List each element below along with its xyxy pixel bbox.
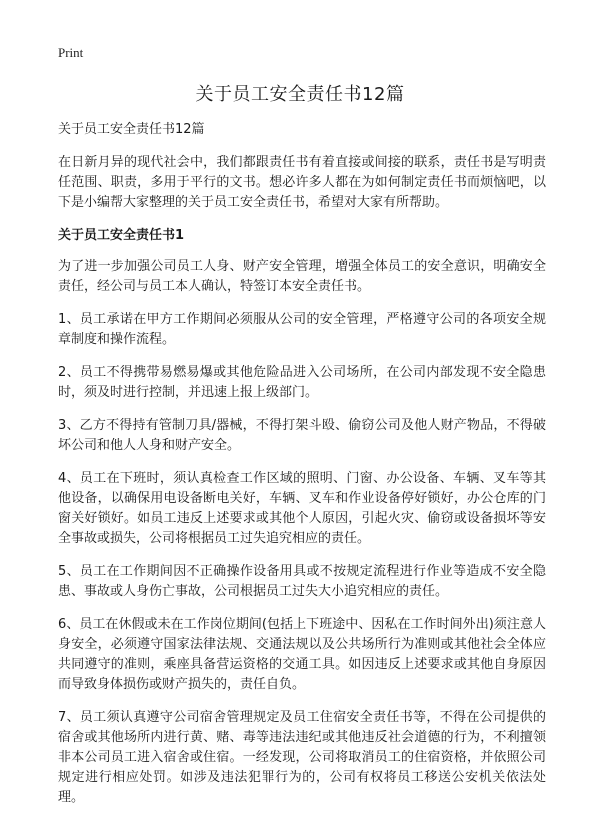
- section-intro-paragraph: 为了进一步加强公司员工人身、财产安全管理，增强全体员工的安全意识，明确安全责任，经公司与员工本人确认，特签订本安全责任书。: [58, 259, 546, 294]
- clause-item-4: 4、员工在下班时，须认真检查工作区域的照明、门窗、办公设备、车辆、叉车等其他设备，以确保用电设备断电关好，车辆、叉车和作业设备停好锁好，办公仓库的门窗关好锁好。如员工违反上述要求或其他个人原因，引起火灾、偷窃或设备损坏等安全事故或损失，公司将根据员工过失追究相应的责任。: [58, 471, 546, 546]
- print-label: Print: [58, 45, 84, 60]
- section-heading: 关于员工安全责任书1: [58, 228, 185, 243]
- page-title: 关于员工安全责任书12篇: [195, 84, 405, 105]
- intro-paragraph: 在日新月异的现代社会中，我们都跟责任书有着直接或间接的联系，责任书是写明责任范围、职责，多用于平行的文书。想必许多人都在为如何制定责任书而烦恼吧，以下是小编帮大家整理的关于员工安全责任书，希望对大家有所帮助。: [58, 155, 546, 210]
- clause-item-5: 5、员工在工作期间因不正确操作设备用具或不按规定流程进行作业等造成不安全隐患、事故或人身伤亡事故，公司根据员工过失大小追究相应的责任。: [58, 564, 546, 599]
- clause-item-3: 3、乙方不得持有管制刀具/器械，不得打架斗殴、偷窃公司及他人财产物品，不得破坏公司和他人人身和财产安全。: [58, 418, 546, 453]
- clause-item-1: 1、员工承诺在甲方工作期间必须服从公司的安全管理，严格遵守公司的各项安全规章制度和操作流程。: [58, 312, 546, 347]
- clause-item-6: 6、员工在休假或未在工作岗位期间(包括上下班途中、因私在工作时间外出)须注意人身安全，必须遵守国家法律法规、交通法规以及公共场所行为准则或其他社会全体应共同遵守的准则，乘座具备营运资格的交通工具。如因违反上述要求或其他自身原因而导致身体损伤或财产损失的，责任自负。: [58, 617, 546, 692]
- clause-item-2: 2、员工不得携带易燃易爆或其他危险品进入公司场所，在公司内部发现不安全隐患时，须及时进行控制，并迅速上报上级部门。: [58, 365, 546, 400]
- document-subtitle: 关于员工安全责任书12篇: [58, 122, 205, 137]
- document-body: [58, 120, 546, 821]
- clause-item-7: 7、员工须认真遵守公司宿舍管理规定及员工住宿安全责任书等，不得在公司提供的宿舍或其他场所内进行黄、赌、毒等违法违纪或其他违反社会道德的行为，不利擅领非本公司员工进入宿舍或住宿。一经发现，公司将取消员工的住宿资格，并依照公司规定进行相应处罚。如涉及违法犯罪行为的，公司有权将员工移送公安机关依法处理。: [58, 710, 546, 805]
